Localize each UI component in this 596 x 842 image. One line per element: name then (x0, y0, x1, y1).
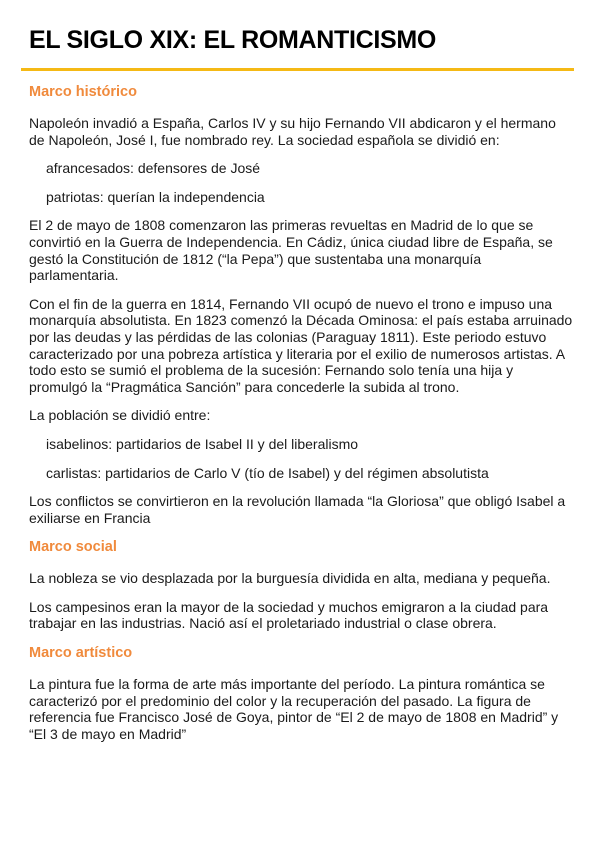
section-heading-social: Marco social (29, 539, 117, 556)
paragraph: Napoleón invadió a España, Carlos IV y su hijo Fernando VII abdicaron y el hermano de Napoleón, José I, fue nombrado rey. La sociedad española se dividió en: (29, 115, 556, 148)
paragraph: Los conflictos se convirtieron en la revolución llamada “la Gloriosa” que obligó Isabel a exiliarse en Francia (29, 493, 566, 526)
paragraph: Los campesinos eran la mayor de la sociedad y muchos emigraron a la ciudad para trabajar en las industrias. Nació así el proletariado industrial o clase obrera. (29, 598, 549, 632)
list-item: carlistas: partidarios de Carlo V (tío de Isabel) y del régimen absolutista (46, 464, 489, 481)
title-divider (21, 68, 574, 71)
list-item: patriotas: querían la independencia (46, 188, 265, 205)
paragraph: La nobleza se vio desplazada por la burguesía dividida en alta, mediana y pequeña. (29, 570, 551, 587)
list-item: isabelinos: partidarios de Isabel II y del liberalismo (46, 435, 359, 452)
document-body (29, 83, 574, 742)
paragraph: La población se dividió entre: (29, 407, 211, 424)
page-title: EL SIGLO XIX: EL ROMANTICISMO (29, 26, 437, 54)
list-item: afrancesados: defensores de José (46, 160, 261, 177)
paragraph: El 2 de mayo de 1808 comenzaron las primeras revueltas en Madrid de lo que se convirtió en la Guerra de Independencia. En Cádiz, única ciudad libre de España, se gestó la Constitución de 1812 (“la Pepa”) que sustentaba una monarquía parlamentaria. (29, 217, 553, 284)
paragraph: La pintura fue la forma de arte más importante del período. La pintura romántica se caracterizó por el predominio del color y la recuperación del pasado. La figura de referencia fue Francisco José de Goya, pintor de “El 2 de mayo de 1808 en Madrid” y “El 3 de mayo en Madrid” (29, 676, 559, 742)
section-heading-historico: Marco histórico (29, 84, 137, 100)
section-heading-artistico: Marco artístico (29, 645, 133, 662)
paragraph: Con el fin de la guerra en 1814, Fernando VII ocupó de nuevo el trono e impuso una monarquía absolutista. En 1823 comenzó la Década Ominosa: el país estaba arruinado por las deudas y las pérdidas de las colonias (Paraguay 1811). Este periodo estuvo caracterizado por una pobreza artística y literaria por el exilio de numerosos artistas. A todo esto se sumió el problema de la sucesión: Fernando solo tenía una hija y promulgó la “Pragmática Sanción” para concederle la subida al trono. (29, 295, 573, 395)
